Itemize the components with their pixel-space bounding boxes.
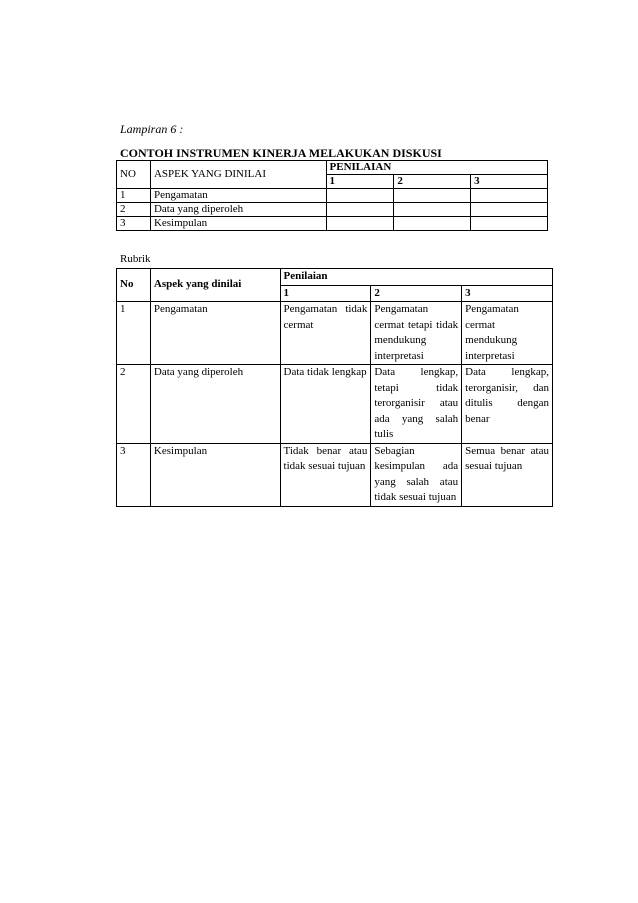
- score-cell: [471, 203, 548, 217]
- header-aspek: Aspek yang dinilai: [150, 269, 280, 302]
- header-score-2: 2: [394, 175, 471, 189]
- table-row: [117, 189, 548, 203]
- attachment-caption: Lampiran 6 :: [120, 122, 184, 136]
- header-aspek: ASPEK YANG DINILAI: [150, 161, 326, 189]
- header-score-1: 1: [280, 285, 371, 302]
- table-row: [117, 217, 548, 231]
- score-cell: [394, 217, 471, 231]
- criteria-score-1: Pengamatan tidak cermat: [280, 302, 371, 365]
- document-title: CONTOH INSTRUMEN KINERJA MELAKUKAN DISKUSI: [120, 146, 442, 160]
- header-penilaian: PENILAIAN: [326, 161, 547, 175]
- row-aspek: Kesimpulan: [150, 443, 280, 506]
- score-cell: [394, 203, 471, 217]
- row-no: 3: [117, 217, 151, 231]
- rubrik-label: Rubrik: [120, 253, 151, 265]
- criteria-score-3: Pengamatan cermat mendukung interpretasi: [462, 302, 553, 365]
- row-no: 2: [117, 365, 151, 444]
- row-no: 1: [117, 302, 151, 365]
- score-cell: [326, 217, 394, 231]
- row-aspek: Pengamatan: [150, 189, 326, 203]
- score-cell: [471, 217, 548, 231]
- header-no: No: [117, 269, 151, 302]
- criteria-score-1: Tidak benar atau tidak sesuai tujuan: [280, 443, 371, 506]
- table-row: [117, 302, 553, 365]
- criteria-score-2: Data lengkap, tetapi tidak terorganisir atau ada yang salah tulis: [371, 365, 462, 444]
- row-aspek: Data yang diperoleh: [150, 365, 280, 444]
- score-cell: [471, 189, 548, 203]
- criteria-score-3: Data lengkap, terorganisir, dan ditulis dengan benar: [462, 365, 553, 444]
- score-cell: [326, 189, 394, 203]
- criteria-score-1: Data tidak lengkap: [280, 365, 371, 444]
- rubric-table: [116, 268, 553, 507]
- header-score-3: 3: [462, 285, 553, 302]
- criteria-score-2: Sebagian kesimpulan ada yang salah atau tidak sesuai tujuan: [371, 443, 462, 506]
- header-no: NO: [117, 161, 151, 189]
- score-cell: [326, 203, 394, 217]
- row-no: 1: [117, 189, 151, 203]
- row-aspek: Pengamatan: [150, 302, 280, 365]
- row-aspek: Kesimpulan: [150, 217, 326, 231]
- performance-instrument-table: [116, 160, 548, 231]
- criteria-score-3: Semua benar atau sesuai tujuan: [462, 443, 553, 506]
- row-no: 2: [117, 203, 151, 217]
- header-score-3: 3: [471, 175, 548, 189]
- header-penilaian: Penilaian: [280, 269, 552, 286]
- header-score-1: 1: [326, 175, 394, 189]
- score-cell: [394, 189, 471, 203]
- table-row: [117, 443, 553, 506]
- table-row: [117, 203, 548, 217]
- row-aspek: Data yang diperoleh: [150, 203, 326, 217]
- table-row: [117, 365, 553, 444]
- header-score-2: 2: [371, 285, 462, 302]
- row-no: 3: [117, 443, 151, 506]
- criteria-score-2: Pengamatan cermat tetapi tidak mendukung interpretasi: [371, 302, 462, 365]
